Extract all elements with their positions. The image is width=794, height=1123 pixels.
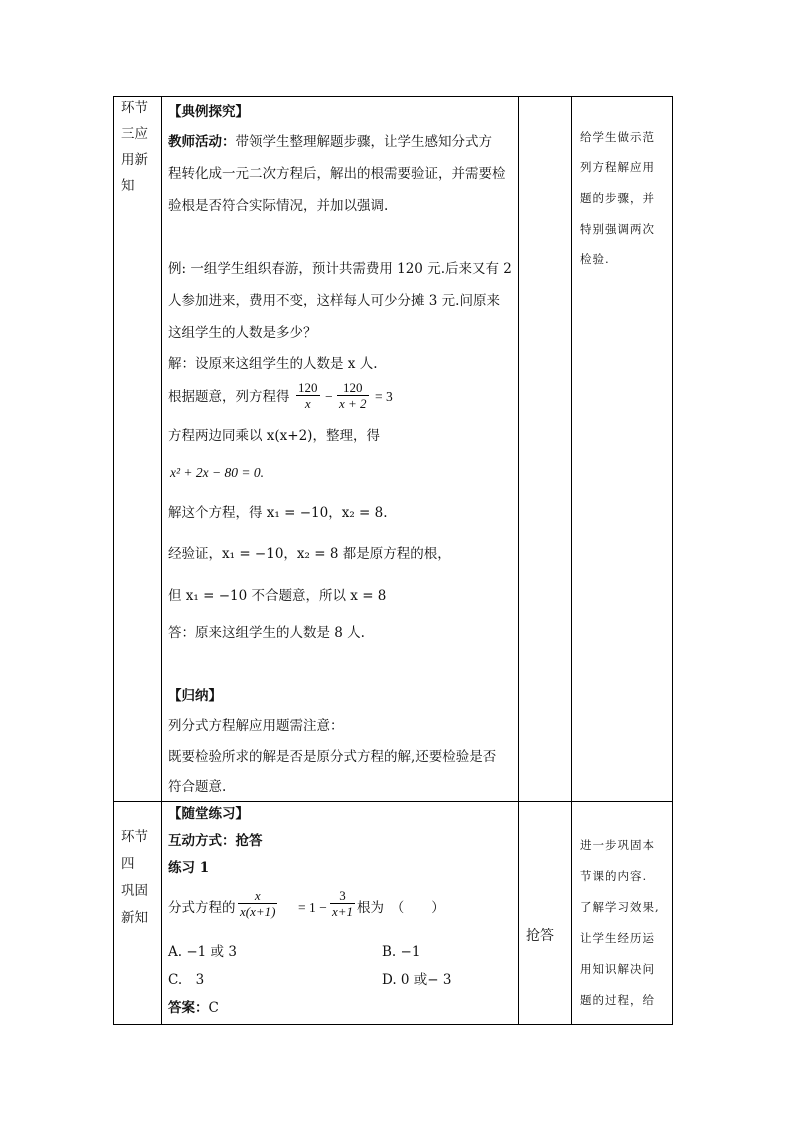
- label-line: 巩固: [121, 883, 148, 899]
- answer-line: 答：原来这组学生的人数是 8 人.: [168, 625, 365, 641]
- summary-line-1: 列分式方程解应用题需注意：: [168, 718, 344, 734]
- question-fraction-1: $\frac{x}{x(x+1)}$: [240, 888, 276, 919]
- option-d: D. 0 或− 3: [382, 972, 452, 988]
- label-line: 三应: [121, 126, 148, 142]
- intent-line: 给学生做示范: [580, 130, 655, 144]
- option-a: A. −1 或 3: [168, 944, 237, 960]
- label-line: 环节: [121, 829, 148, 845]
- reject-step: 但 x₁ = −10 不合题意，所以 x = 8: [168, 588, 387, 604]
- exercise-answer: 答案：C: [168, 1000, 219, 1016]
- example-line-1: 例: 一组学生组织春游，预计共需费用 120 元.后来又有 2: [168, 261, 512, 277]
- section-heading: 【典例探究】: [168, 104, 249, 120]
- roots-step: 解这个方程，得 x₁ = −10，x₂ = 8.: [168, 505, 388, 521]
- intent-line: 列方程解应用: [580, 160, 655, 174]
- multiply-step: 方程两边同乘以 x(x+2)，整理，得: [168, 428, 380, 444]
- intent-line: 检验.: [580, 252, 610, 266]
- question-prefix: 分式方程的: [168, 900, 236, 916]
- intent-line: 进一步巩固本: [580, 838, 655, 852]
- equation-minus: −: [325, 389, 333, 404]
- intent-line: 特别强调两次: [580, 222, 655, 236]
- example-line-2: 人参加进来，费用不变，这样每人可少分摊 3 元.问原来: [168, 293, 500, 309]
- equation-prefix: 根据题意，列方程得: [168, 389, 290, 405]
- exercise-title: 练习 1: [168, 860, 210, 876]
- summary-line-3: 符合题意.: [168, 779, 227, 795]
- equation-fraction-2: $\frac{120}{x + 2}$: [339, 380, 367, 411]
- equation-suffix: = 3: [375, 389, 393, 404]
- summary-heading: 【归纳】: [168, 688, 222, 704]
- label-line: 新知: [121, 910, 148, 926]
- table-col-divider-3: [571, 96, 572, 1025]
- equation-fraction-1: $\frac{120}{x}$: [298, 380, 318, 411]
- label-line: 环节: [121, 100, 148, 116]
- option-b: B. −1: [382, 944, 421, 960]
- table-col-divider-1: [161, 96, 162, 1025]
- verify-step: 经验证，x₁ = −10，x₂ = 8 都是原方程的根，: [168, 546, 451, 562]
- table-top-border: [113, 96, 672, 97]
- label-line: 知: [121, 178, 135, 194]
- teacher-activity-line-3: 验根是否符合实际情况，并加以强调.: [168, 198, 389, 214]
- section-heading: 【随堂练习】: [168, 806, 249, 822]
- intent-line: 让学生经历运: [580, 931, 655, 945]
- row2-activity: 抢答: [526, 928, 554, 944]
- solution-setup: 解：设原来这组学生的人数是 x 人.: [168, 356, 378, 372]
- interaction-mode: 互动方式：抢答: [168, 833, 263, 849]
- teacher-label: 教师活动：: [168, 134, 236, 150]
- label-line: 四: [121, 856, 135, 872]
- intent-line: 题的过程，给: [580, 993, 655, 1007]
- table-bottom-border: [113, 1024, 672, 1025]
- intent-line: 题的步骤，并: [580, 191, 655, 205]
- table-row-divider: [113, 801, 672, 802]
- label-line: 用新: [121, 152, 148, 168]
- intent-line: 节课的内容.: [580, 869, 648, 883]
- teacher-activity-line-2: 程转化成一元二次方程后，解出的根需要验证，并需要检: [168, 166, 506, 182]
- example-line-3: 这组学生的人数是多少？: [168, 325, 317, 341]
- summary-line-2: 既要检验所求的解是否是原分式方程的解,还要检验是否: [168, 749, 497, 765]
- intent-line: 了解学习效果,: [580, 900, 660, 914]
- option-c: C. 3: [168, 972, 205, 988]
- table-left-border: [113, 96, 114, 1025]
- quadratic-equation: x² + 2x − 80 = 0.: [170, 465, 264, 480]
- teacher-activity-line-1: 教师活动：带领学生整理解题步骤，让学生感知分式方: [168, 134, 492, 150]
- question-equals: = 1 −: [298, 900, 327, 915]
- table-col-divider-2: [518, 96, 519, 1025]
- intent-line: 用知识解决问: [580, 962, 655, 976]
- question-fraction-2: $\frac{3}{x+1}$: [332, 888, 354, 919]
- question-suffix: 根为 （ ）: [357, 900, 445, 916]
- table-right-border: [672, 96, 673, 1025]
